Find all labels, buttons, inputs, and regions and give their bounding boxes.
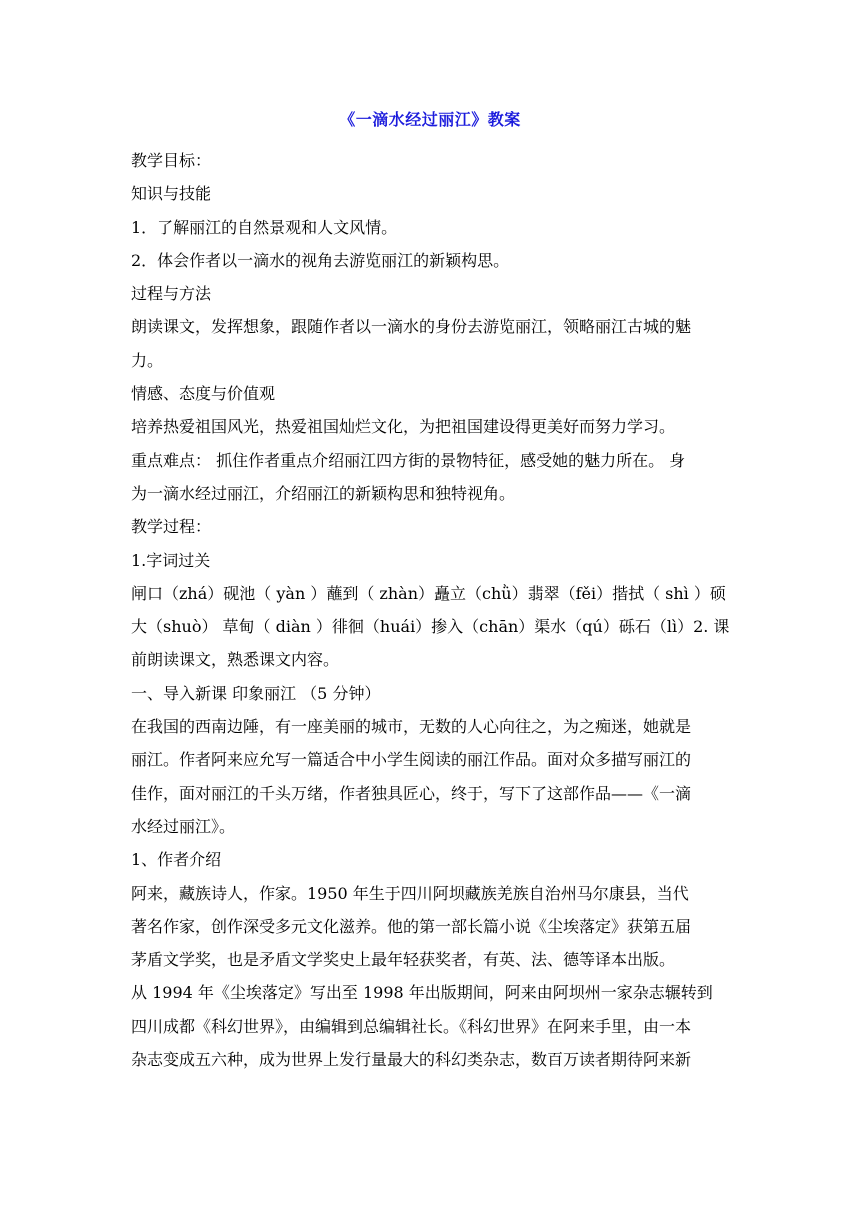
- text-line: 前朗读课文，熟悉课文内容。: [131, 650, 340, 670]
- text-line: 杂志变成五六种，成为世界上发行量最大的科幻类杂志，数百万读者期待阿来新: [131, 1050, 692, 1070]
- text-line: 茅盾文学奖，也是矛盾文学奖史上最年轻获奖者，有英、法、德等译本出版。: [131, 950, 676, 970]
- text-line: 2．体会作者以一滴水的视角去游览丽江的新颖构思。: [131, 250, 510, 270]
- text-line: 从 1994 年《尘埃落定》写出至 1998 年出版期间，阿来由阿坝州一家杂志辗转到: [131, 983, 713, 1003]
- text-line: 在我国的西南边陲，有一座美丽的城市，无数的人心向往之，为之痴迷，她就是: [131, 717, 692, 737]
- text-line: 著名作家，创作深受多元文化滋养。他的第一部长篇小说《尘埃落定》获第五届: [131, 916, 692, 936]
- text-line: 情感、态度与价值观: [131, 384, 276, 404]
- text-line: 过程与方法: [131, 284, 212, 304]
- text-line: 阿来，藏族诗人，作家。1950 年生于四川阿坝藏族羌族自治州马尔康县，当代: [131, 883, 689, 903]
- text-line: 佳作，面对丽江的千头万绪，作者独具匠心，终于，写下了这部作品——《一滴: [131, 783, 692, 803]
- text-line: 水经过丽江》。: [131, 816, 236, 836]
- text-line: 知识与技能: [131, 184, 212, 204]
- text-line: 为一滴水经过丽江，介绍丽江的新颖构思和独特视角。: [131, 483, 516, 503]
- text-line: 1．了解丽江的自然景观和人文风情。: [131, 217, 398, 237]
- text-line: 1.字词过关: [131, 550, 211, 570]
- text-line: 1、作者介绍: [131, 850, 222, 870]
- text-line: 四川成都《科幻世界》，由编辑到总编辑社长。《科幻世界》在阿来手里，由一本: [131, 1016, 692, 1036]
- text-line: 力。: [131, 350, 164, 370]
- text-line: 闸口（zhá）砚池（ yàn ）蘸到（ zhàn）矗立（chǜ）翡翠（fěi）揩拭（ shì ）硕: [131, 583, 726, 603]
- text-line: 一、导入新课 印象丽江 （5 分钟）: [131, 683, 381, 703]
- text-line: 大（shuò） 草甸（ diàn ）徘徊（huái）掺入（chān）渠水（qú）砾石（lì）2. 课: [131, 617, 730, 637]
- document-title: 《一滴水经过丽江》教案: [339, 110, 521, 129]
- document-body: [131, 144, 731, 1076]
- text-line: 培养热爱祖国风光，热爱祖国灿烂文化，为把祖国建设得更美好而努力学习。: [131, 417, 676, 437]
- text-line: 丽江。作者阿来应允写一篇适合中小学生阅读的丽江作品。面对众多描写丽江的: [131, 750, 692, 770]
- text-line: 教学目标：: [131, 151, 212, 170]
- text-line: 重点难点： 抓住作者重点介绍丽江四方街的景物特征，感受她的魅力所在。 身: [131, 450, 686, 470]
- text-line: 教学过程：: [131, 517, 212, 537]
- text-line: 朗读课文，发挥想象，跟随作者以一滴水的身份去游览丽江，领略丽江古城的魅: [131, 317, 692, 337]
